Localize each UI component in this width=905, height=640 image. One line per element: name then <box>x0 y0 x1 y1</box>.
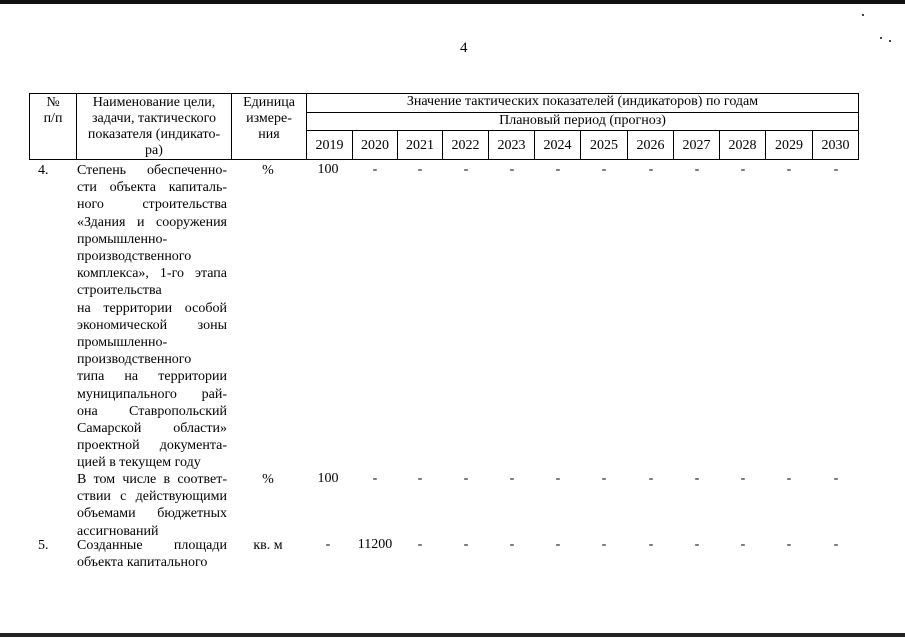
scan-speck <box>880 37 882 39</box>
indicator-value: - <box>601 471 607 486</box>
year-header: 2023 <box>489 131 535 160</box>
indicator-value: - <box>555 162 561 177</box>
page-number: 4 <box>460 40 468 56</box>
scan-speck <box>862 14 864 16</box>
indicator-table-header <box>29 93 859 160</box>
indicator-value: - <box>509 471 515 486</box>
indicator-value: - <box>694 162 700 177</box>
unit-of-measure: кв. м <box>253 538 283 553</box>
indicator-name-line: Степень обеспеченно- <box>77 163 227 178</box>
indicator-value: - <box>833 471 839 486</box>
indicator-value: 11200 <box>357 537 393 552</box>
indicator-value: - <box>648 162 654 177</box>
indicator-name-line: Созданные площади <box>77 538 227 553</box>
year-header: 2029 <box>766 131 813 160</box>
indicator-name-line: строительства <box>77 283 162 299</box>
year-header: 2028 <box>720 131 766 160</box>
header-values-title: Значение тактических показателей (индикаторов) по годам <box>307 94 859 113</box>
year-header: 2030 <box>813 131 859 160</box>
indicator-name-line: типа на территории <box>77 369 227 385</box>
indicator-name-line: муниципального рай- <box>77 386 227 402</box>
row-number: 5. <box>38 538 49 553</box>
indicator-name-line: промышленно- <box>77 231 168 247</box>
indicator-value: 100 <box>317 471 339 486</box>
indicator-value: - <box>509 162 515 177</box>
indicator-name-line: «Здания и сооружения <box>77 214 227 230</box>
indicator-value: - <box>786 537 792 552</box>
indicator-name-line: комплекса», 1-го этапа <box>77 266 227 282</box>
year-header: 2021 <box>398 131 443 160</box>
header-unit-cell: Единица измере- ния <box>232 94 307 160</box>
year-header: 2027 <box>674 131 720 160</box>
year-header: 2022 <box>443 131 489 160</box>
year-header: 2019 <box>307 131 353 160</box>
indicator-value: - <box>372 162 378 177</box>
indicator-value: - <box>648 471 654 486</box>
indicator-value: - <box>694 471 700 486</box>
indicator-name-line: производственного <box>77 352 192 368</box>
indicator-value: - <box>648 537 654 552</box>
indicator-value: - <box>740 471 746 486</box>
indicator-name-line: промышленно- <box>77 335 168 351</box>
indicator-name-line: цией в текущем году <box>77 455 201 471</box>
page-top-edge <box>0 0 905 4</box>
indicator-value: - <box>463 471 469 486</box>
indicator-name-line: проектной документа- <box>77 438 227 454</box>
unit-of-measure: % <box>262 472 274 487</box>
indicator-value: - <box>555 537 561 552</box>
indicator-value: - <box>555 471 561 486</box>
row-number: 4. <box>38 163 49 178</box>
indicator-value: - <box>509 537 515 552</box>
indicator-value: - <box>694 537 700 552</box>
indicator-value: - <box>740 537 746 552</box>
indicator-value: 100 <box>317 162 339 177</box>
indicator-value: - <box>740 162 746 177</box>
indicator-name-line: на территории особой <box>77 300 227 316</box>
year-header: 2025 <box>581 131 628 160</box>
indicator-value: - <box>833 537 839 552</box>
indicator-value: - <box>372 471 378 486</box>
indicator-name <box>77 537 227 571</box>
indicator-value: - <box>786 162 792 177</box>
year-header: 2020 <box>353 131 398 160</box>
indicator-name-line: ного строительства <box>77 197 227 213</box>
indicator-value: - <box>417 471 423 486</box>
unit-of-measure: % <box>262 163 274 178</box>
indicator-value: - <box>417 537 423 552</box>
header-name-cell: Наименование цели, задачи, тактического показателя (индикато- ра) <box>77 94 232 160</box>
indicator-name <box>77 162 227 472</box>
indicator-name <box>77 471 227 540</box>
indicator-name-line: ствии с действующими <box>77 489 227 505</box>
indicator-name-line: она Ставропольский <box>77 403 227 419</box>
header-num-cell: № п/п <box>30 94 77 160</box>
scan-speck <box>889 40 891 42</box>
indicator-name-line: В том числе в соответ- <box>77 472 227 487</box>
page-bottom-edge <box>0 633 905 637</box>
indicator-name-line: производственного <box>77 249 192 265</box>
year-header: 2024 <box>535 131 581 160</box>
indicator-name-line: ассигнований <box>77 523 159 539</box>
indicator-name-line: экономической зоны <box>77 317 227 333</box>
indicator-name-line: Самарской области» <box>77 421 227 437</box>
indicator-value: - <box>463 537 469 552</box>
indicator-name-line: объемами бюджетных <box>77 506 227 522</box>
indicator-value: - <box>417 162 423 177</box>
indicator-value: - <box>786 471 792 486</box>
indicator-value: - <box>463 162 469 177</box>
indicator-value: - <box>601 537 607 552</box>
indicator-value: - <box>601 162 607 177</box>
indicator-name-line: сти объекта капиталь- <box>77 180 227 196</box>
indicator-value: - <box>325 537 331 552</box>
header-planned-period: Плановый период (прогноз) <box>307 112 859 131</box>
year-header: 2026 <box>628 131 674 160</box>
indicator-value: - <box>833 162 839 177</box>
indicator-name-line: объекта капитального <box>77 555 208 571</box>
